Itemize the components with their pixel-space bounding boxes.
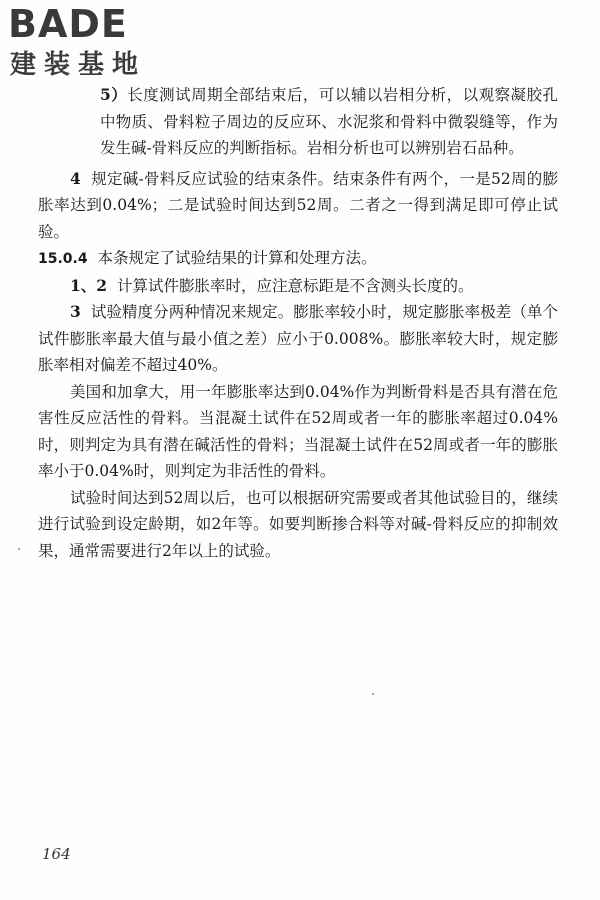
item-4-number: 4: [70, 168, 81, 188]
item-5-text: 长度测试周期全部结束后，可以辅以岩相分析，以观察凝胶孔中物质、骨料粒子周边的反应环、水泥浆和骨料中微裂缝等，作为发生碱-骨料反应的判断指标。岩相分析也可以辨别岩石品种。: [100, 86, 558, 157]
logo-subtitle: 建装基地: [10, 50, 147, 80]
item-1-2-text: 计算试件膨胀率时，应注意标距是不含测头长度的。: [116, 276, 474, 295]
section-15-0-4-heading: [38, 245, 558, 273]
logo-title: BADE: [8, 2, 128, 46]
scan-speck: [372, 693, 374, 695]
extended-test-paragraph: 试验时间达到52周以后，也可以根据研究需要或者其他试验目的，继续进行试验到设定龄期，如2年等。如要判断掺合料等对碱-骨料反应的抑制效果，通常需要进行2年以上的试验。: [38, 488, 558, 560]
item-3-text: 试验精度分两种情况来规定。膨胀率较小时，规定膨胀率极差（单个试件膨胀率最大值与最小值之差）应小于0.008%。膨胀率较大时，规定膨胀率相对偏差不超过40%。: [38, 303, 558, 374]
item-1-2-paragraph: [38, 273, 558, 300]
item-5-paragraph: [100, 82, 558, 162]
us-canada-paragraph: 美国和加拿大，用一年膨胀率达到0.04%作为判断骨料是否具有潜在危害性反应活性的骨料。当混凝土试件在52周或者一年的膨胀率超过0.04%时，则判定为具有潜在碱活性的骨料；当混凝土试件在52周或者一年的膨胀率小于0.04%时，则判定为非活性的骨料。: [38, 382, 558, 480]
page-number: 164: [42, 845, 71, 863]
body-text: [38, 82, 558, 564]
item-1-2-number: 1、2: [70, 275, 108, 295]
item-4-text: 规定碱-骨料反应试验的结束条件。结束条件有两个，一是52周的膨胀率达到0.04%；二是试验时间达到52周。二者之一得到满足即可停止试验。: [38, 169, 559, 241]
item-3-paragraph: [38, 299, 558, 379]
item-3-number: 3: [70, 302, 81, 321]
section-text: 本条规定了试验结果的计算和处理方法。: [97, 249, 377, 267]
bade-logo-watermark: [8, 4, 178, 86]
item-5-number: 5）: [100, 85, 128, 104]
item-4-paragraph: [38, 166, 558, 246]
scan-speck: [18, 548, 20, 550]
section-number: 15.0.4: [38, 251, 88, 267]
